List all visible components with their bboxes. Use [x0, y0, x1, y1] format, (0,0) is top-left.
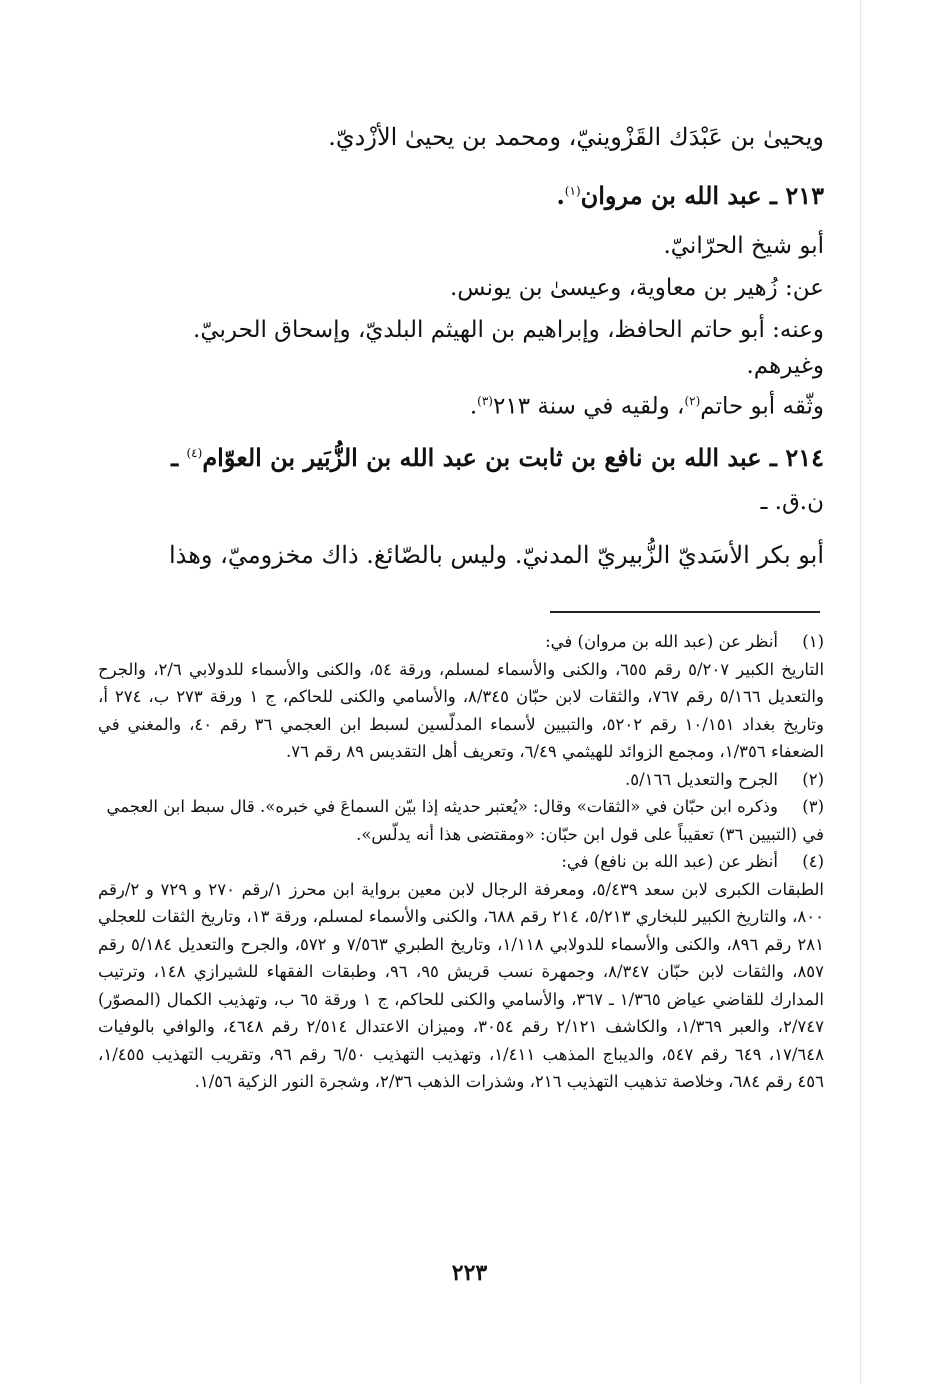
tawthiq-text-b: ، ولقيه في سنة ٢١٣ [492, 393, 685, 420]
footnote-body: الطبقات الكبرى لابن سعد ٥/٤٣٩، ومعرفة الرجال لابن معين برواية ابن محرز ١/رقم ٢٧٠ و ٧٢٩ و ٢/رقم ٨٠٠، والتاريخ الكبير للبخاري ٥/٢١٣، ٢١٤ رقم ٦٨٨، والكنى والأسماء لمسلم، ورقة ١٣، وتاريخ الثقات للعجلي ٢٨١ رقم ٨٩٦، والكنى والأسماء للدولابي ١/١١٨، وتاريخ الطبري ٧/٥٦٣ و ٥٧٢، والجرح والتعديل ٥/١٨٤ رقم ٨٥٧، والثقات لابن حبّان ٨/٣٤٧، وجمهرة نسب قريش ٩٥، ٩٦، وطبقات الفقهاء للشيرازي ١٤٨، وترتيب المدارك للقاضي عياض ١/٣٦٥ ـ ٣٦٧، والأسامي والكنى للحاكم، ج ١ ورقة ٦٥ ب، وتهذيب الكمال (المصوّر) ٢/٧٤٧، والعبر ١/٣٦٩، والكاشف ٢/١٢١ رقم ٣٠٥٤، وميزان الاعتدال ٢/٥١٤ رقم ٤٦٤٨، والوافي بالوفيات ١٧/٦٤٨، ٦٤٩ رقم ٥٤٧، والديباج المذهب ١/٤١١، وتهذيب التهذيب ٦/٥٠ رقم ٩٦، وتقريب التهذيب ١/٤٥٥، ٤٥٦ رقم ٦٨٤، وخلاصة تذهيب التهذيب ٢١٦، وشذرات الذهب ٢/٣٦، وشجرة النور الزكية ١/٥٦. [98, 879, 825, 1091]
footnote-body: وذكره ابن حبّان في «الثقات» وقال: «يُعتبر حديثه إذا بيّن السماعَ في خبره». قال سبط ابن العجمي في (التبيين ٣٦) تعقيباً على قول ابن حبّان: «ومقتضى هذا أنه يدلّس». [106, 797, 824, 844]
footnote-number: (١) [802, 632, 824, 651]
entry-213-heading [98, 162, 824, 225]
tawthiq-text-c: . [469, 393, 478, 420]
footnote-head: أنظر عن (عبد الله بن نافع) في: [561, 852, 778, 871]
entry-214-heading [98, 427, 824, 484]
entry-213-students: وعنه: أبو حاتم الحافظ، وإبراهيم بن الهيثم البلديّ، وإسحاق الحربيّ. [193, 317, 824, 343]
entry-213-teachers: عن: زُهير بن معاوية، وعيسىٰ بن يونس. [450, 275, 824, 301]
entry-214-title-end: ـ [171, 442, 187, 472]
footnote-head: الجرح والتعديل ٥/١٦٦. [624, 769, 778, 789]
continuation-line: ويحيىٰ بن عَبْدَك القَزْوينيّ، ومحمد بن يحيىٰ الأزْديّ. [328, 123, 824, 151]
footnote-separator [550, 611, 820, 613]
footnote-head: أنظر عن (عبد الله بن مروان) في: [545, 632, 778, 651]
footnote-ref-4[interactable]: (٤) [186, 445, 203, 460]
main-text [98, 112, 824, 576]
footnote-number: (٢) [802, 769, 824, 789]
entry-213-title: ٢١٣ ـ عبد الله بن مروان [580, 181, 824, 210]
footnotes [98, 628, 824, 1096]
entry-213-students-cont: وغيرهم. [746, 353, 824, 379]
footnote-ref-1[interactable]: (١) [564, 184, 581, 198]
entry-214-symbols: ن.ق. ـ [760, 488, 824, 515]
footnote-number: (٣) [802, 797, 824, 816]
footnote-number: (٤) [802, 852, 824, 871]
entry-214-title: ٢١٤ ـ عبد الله بن نافع بن ثابت بن عبد الله بن الزُّبَير بن العوّام [202, 442, 824, 472]
entry-213-title-end: . [556, 181, 565, 210]
footnote-2 [98, 766, 824, 794]
footnote-3 [98, 793, 824, 848]
entry-213-tawthiq [98, 381, 824, 427]
tawthiq-text-a: وثّقه أبو حاتم [700, 393, 824, 420]
scan-edge-line [860, 0, 861, 1384]
page-number: ٢٢٣ [451, 1260, 488, 1286]
footnote-body: التاريخ الكبير ٥/٢٠٧ رقم ٦٥٥، والكنى والأسماء لمسلم، ورقة ٥٤، والكنى والأسماء للدولابي ٢/٦، والجرح والتعديل ٥/١٦٦ رقم ٧٦٧، والثقات لابن حبّان ٨/٣٤٥، والأسامي والكنى للحاكم، ج ١ ورقة ٢٧٣ ب، ٢٧٤ أ، وتاريخ بغداد ١٠/١٥١ رقم ٥٢٠٢، والتبيين لأسماء المدلّسين لسبط ابن العجمي ٣٦ رقم ٤٠، والمغني في الضعفاء ١/٣٥٦، ومجمع الزوائد للهيثمي ٦/٤٩، وتعريف أهل التقديس ٨٩ رقم ٧٦. [98, 659, 825, 761]
entry-214-kunya: أبو بكر الأسَديّ الزُّبيريّ المدنيّ. وليس بالصّائغ. ذاك مخزوميّ، وهذا [168, 540, 824, 569]
footnote-4 [98, 848, 824, 1096]
footnote-ref-2[interactable]: (٢) [684, 394, 701, 408]
footnote-ref-3[interactable]: (٣) [477, 394, 493, 408]
footnote-1 [98, 628, 824, 766]
entry-213-kunya: أبو شيخ الحرّانيّ. [663, 233, 824, 259]
